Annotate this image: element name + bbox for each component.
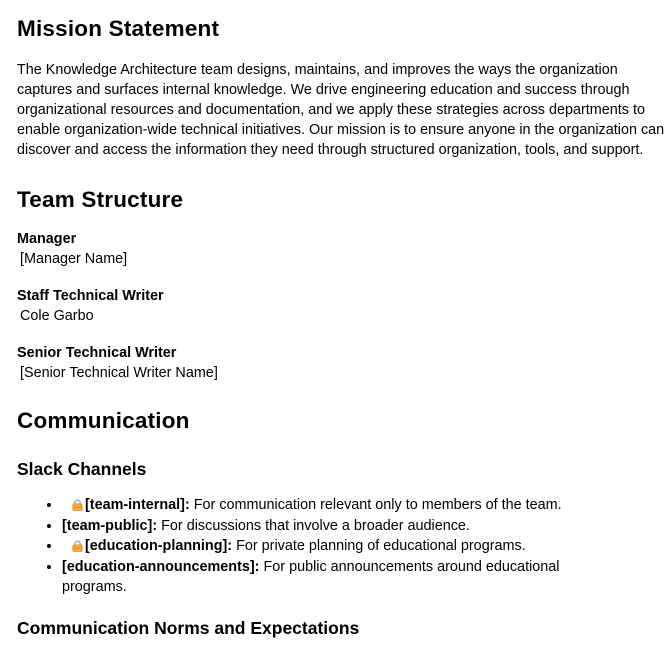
role-item	[17, 229, 666, 269]
slack-channels-heading: Slack Channels	[17, 459, 147, 479]
slack-channel-item	[62, 557, 622, 598]
role-name: [Senior Technical Writer Name]	[20, 365, 218, 381]
channel-description: For communication relevant only to members of the team.	[193, 497, 562, 513]
role-name: Cole Garbo	[20, 308, 94, 324]
channel-name: [team-public]:	[62, 517, 158, 534]
communication-norms-heading: Communication Norms and Expectations	[17, 617, 360, 638]
slack-channel-item	[62, 536, 622, 557]
role-item	[17, 343, 666, 383]
role-name: [Manager Name]	[20, 251, 128, 267]
role-title: Manager	[17, 231, 77, 247]
lock-icon	[71, 539, 84, 552]
mission-statement-text: The Knowledge Architecture team designs, maintains, and improves the ways the organization captures and surfaces internal knowledge. We drive engineering education and success through organizational resources and documentation, and we apply these strategies across departments to enable organization-wide technical initiatives. Our mission is to ensure anyone in the organization can discover and access the information they need through structured organization, tools, and support.	[17, 62, 665, 158]
slack-channels-list	[17, 495, 622, 598]
channel-name: [education-planning]:	[85, 538, 233, 555]
lock-icon	[71, 498, 84, 511]
role-title: Senior Technical Writer	[17, 345, 177, 361]
team-structure-heading: Team Structure	[17, 187, 184, 212]
mission-statement-heading: Mission Statement	[17, 16, 220, 41]
channel-name: [team-internal]:	[85, 497, 190, 513]
document-page	[17, 15, 666, 639]
slack-channel-item	[62, 495, 622, 516]
communication-heading: Communication	[17, 408, 190, 433]
role-title: Staff Technical Writer	[17, 288, 164, 304]
channel-description: For private planning of educational programs.	[236, 538, 526, 555]
slack-channel-item	[62, 516, 622, 537]
channel-name: [education-announcements]:	[62, 558, 260, 575]
team-roles-list	[17, 229, 666, 383]
channel-description: For public announcements around educational programs.	[62, 558, 560, 596]
channel-description: For discussions that involve a broader audience.	[161, 517, 470, 534]
role-item	[17, 286, 666, 326]
